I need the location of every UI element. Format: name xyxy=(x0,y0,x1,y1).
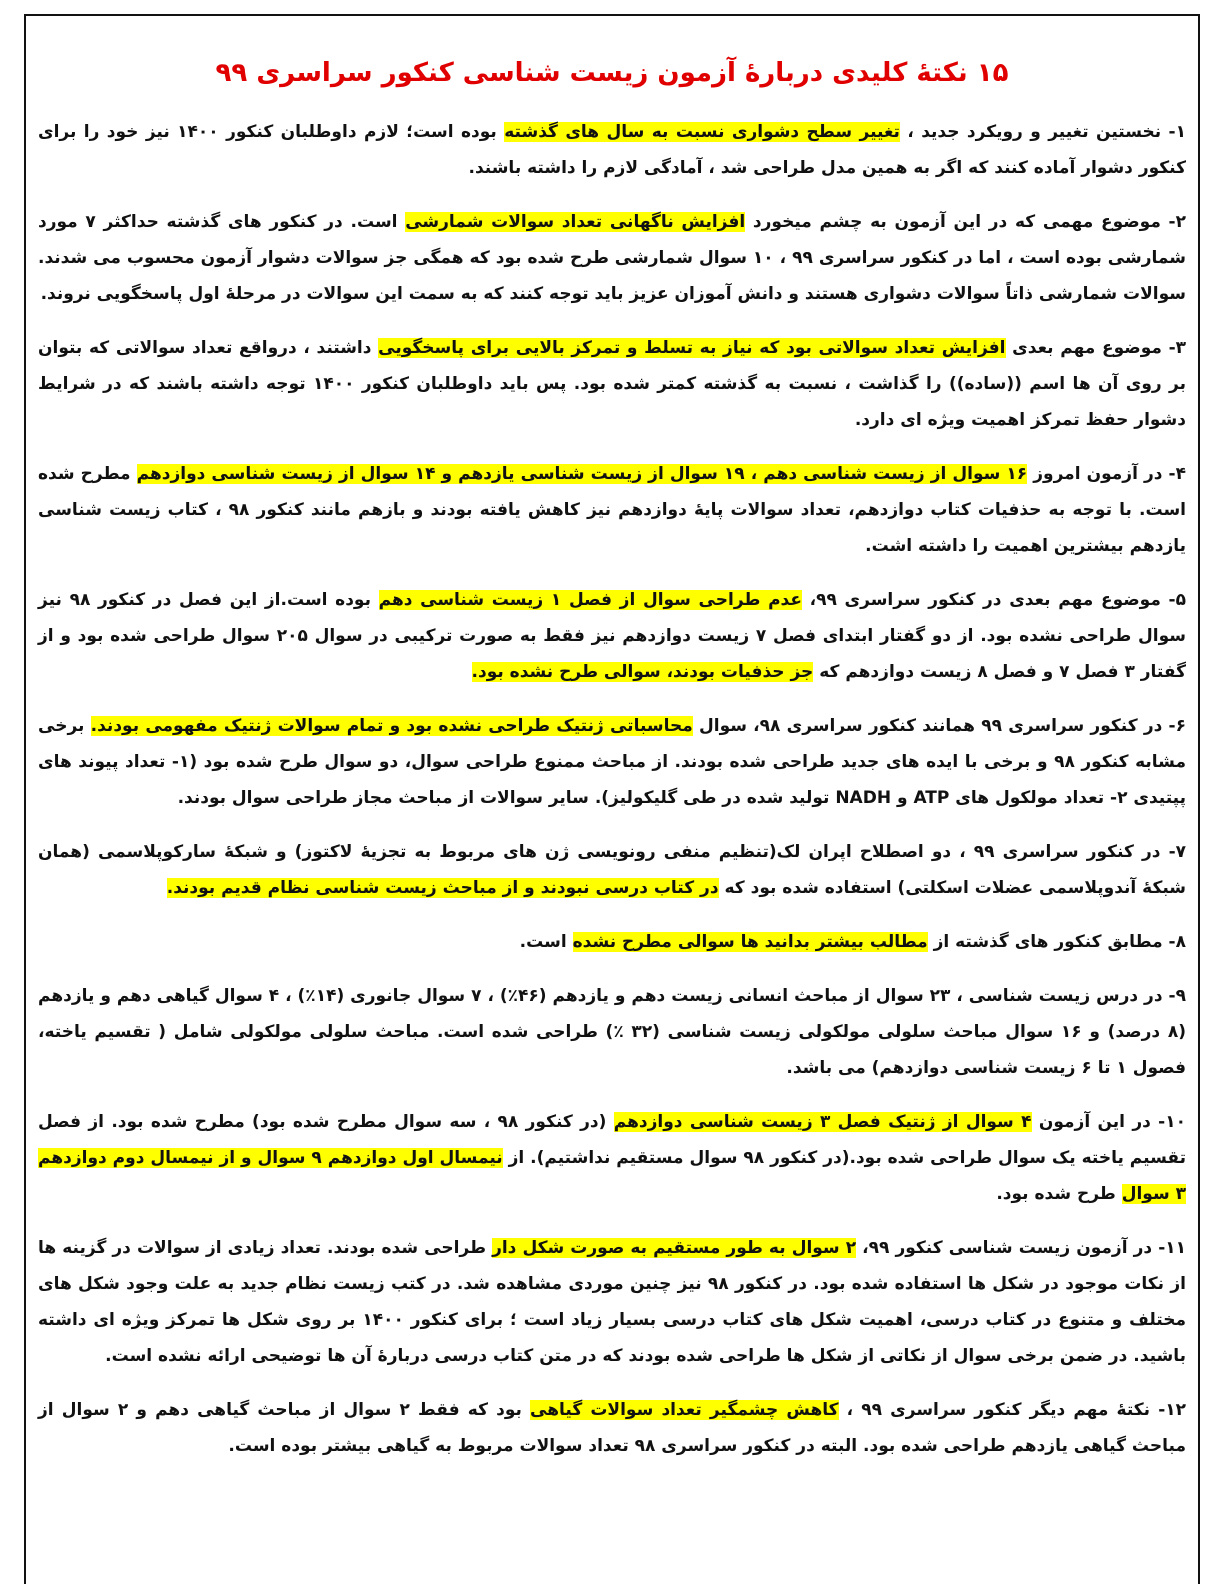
paragraph-text: است. xyxy=(519,932,573,952)
highlighted-text: افزایش ناگهانی تعداد سوالات شمارشی xyxy=(405,212,746,232)
highlighted-text: در کتاب درسی نبودند و از مباحث زیست شناسی نظام قدیم بودند. xyxy=(166,878,719,898)
highlighted-text: افزایش تعداد سوالاتی بود که نیاز به تسلط و تمرکز بالایی برای پاسخگویی xyxy=(378,338,1006,358)
highlighted-text: کاهش چشمگیر تعداد سوالات گیاهی xyxy=(530,1400,839,1420)
highlighted-text: ۲ سوال به طور مستقیم به صورت شکل دار xyxy=(492,1238,857,1258)
paragraph-text: ۱۱- در آزمون زیست شناسی کنکور ۹۹، xyxy=(856,1238,1187,1258)
paragraph-text: است. در کنکور های گذشته حداکثر ۷ مورد شمارشی بوده است ، اما در کنکور سراسری ۹۹ ، ۱۰ سوال شمارشی طرح شده بود که همگی جز سوالات دشوار آزمون محسوب می شدند. سوالات شمارشی ذاتاً سوالات دشواری هستند و دانش آموزان عزیز باید توجه کنند که به سمت این سوالات در مرحلهٔ اول پاسخگویی نروند. xyxy=(38,212,1186,304)
paragraph-text: مطرح شده است. با توجه به حذفیات کتاب دوازدهم، تعداد سوالات پایهٔ دوازدهم نیز کاهش یافته بودند و بازهم مانند کنکور ۹۸ ، کتاب زیست شناسی یازدهم بیشترین اهمیت را داشته اشت. xyxy=(38,464,1186,556)
paragraph-1 xyxy=(38,114,1186,186)
paragraph-text: ۹- در درس زیست شناسی ، ۲۳ سوال از مباحث انسانی زیست دهم و یازدهم (۴۶٪) ، ۷ سوال جانوری (۱۴٪) ، ۴ سوال گیاهی دهم و یازدهم (۸ درصد) و ۱۶ سوال مباحث سلولی مولکولی زیست شناسی (۳۲ ٪) طراحی شده است. مباحث سلولی مولکولی شامل ( تقسیم یاخته، فصول ۱ تا ۶ زیست شناسی دوازدهم) می باشد. xyxy=(38,986,1186,1078)
document-body xyxy=(38,14,1186,1482)
paragraph-11 xyxy=(38,1230,1186,1374)
highlighted-text: ۱۶ سوال از زیست شناسی دهم ، ۱۹ سوال از زیست شناسی یازدهم و ۱۴ سوال از زیست شناسی دوازدهم xyxy=(136,464,1028,484)
paragraph-5 xyxy=(38,582,1186,690)
highlighted-text: عدم طراحی سوال از فصل ۱ زیست شناسی دهم xyxy=(378,590,802,610)
paragraph-2 xyxy=(38,204,1186,312)
paragraph-7 xyxy=(38,834,1186,906)
paragraph-text: داشتند ، درواقع تعداد سوالاتی که بتوان بر روی آن ها اسم ((ساده)) را گذاشت ، نسبت به گذشته کمتر شده بود. پس باید داوطلبان کنکور ۱۴۰۰ توجه داشته باشند که در شرایط دشوار حفظ تمرکز اهمیت ویژه ای دارد. xyxy=(38,338,1186,430)
paragraph-text: برخی مشابه کنکور ۹۸ و برخی با ایده های جدید طراحی شده بودند. از مباحث ممنوع طراحی سوال، دو سوال طرح شده بود (۱- تعداد پیوند های پپتیدی ۲- تعداد مولکول های ATP و NADH تولید شده در طی گلیکولیز). سایر سوالات از مباحث مجاز طراحی سوال بودند. xyxy=(38,716,1186,808)
paragraph-9 xyxy=(38,978,1186,1086)
highlighted-text: نیمسال اول دوازدهم ۹ سوال و از نیمسال دوم دوازدهم ۳ سوال xyxy=(38,1148,1186,1204)
highlighted-text: محاسباتی ژنتیک طراحی نشده بود و تمام سوالات ژنتیک مفهومی بودند. xyxy=(90,716,693,736)
paragraph-3 xyxy=(38,330,1186,438)
paragraph-6 xyxy=(38,708,1186,816)
paragraph-list xyxy=(38,114,1186,1464)
highlighted-text: جز حذفیات بودند، سوالی طرح نشده بود. xyxy=(471,662,814,682)
paragraph-text: ۳- موضوع مهم بعدی xyxy=(1005,338,1187,358)
paragraph-text: ۱۲- نکتهٔ مهم دیگر کنکور سراسری ۹۹ ، xyxy=(838,1400,1187,1420)
paragraph-text: ۲- موضوع مهمی که در این آزمون به چشم میخورد xyxy=(745,212,1187,232)
paragraph-text: ۷- در کنکور سراسری ۹۹ ، دو اصطلاح اپران لک(تنظیم منفی رونویسی ژن های مربوط به تجزیهٔ لاکتوز) و شبکهٔ سارکوپلاسمی (همان شبکهٔ آندوپلاسمی عضلات اسکلتی) استفاده شده بود که xyxy=(38,842,1187,898)
highlighted-text: مطالب بیشتر بدانید ها سوالی مطرح نشده xyxy=(572,932,928,952)
paragraph-12 xyxy=(38,1392,1186,1464)
paragraph-text: ۱۰- در این آزمون xyxy=(1031,1112,1186,1132)
document-title: ۱۵ نکتهٔ کلیدی دربارهٔ آزمون زیست شناسی کنکور سراسری ۹۹ xyxy=(215,58,1009,88)
paragraph-10 xyxy=(38,1104,1186,1212)
paragraph-4 xyxy=(38,456,1186,564)
highlighted-text: تغییر سطح دشواری نسبت به سال های گذشته xyxy=(504,122,900,142)
paragraph-text: ۶- در کنکور سراسری ۹۹ همانند کنکور سراسری ۹۸، سوال xyxy=(692,716,1187,736)
paragraph-text: ۸- مطابق کنکور های گذشته از xyxy=(927,932,1186,952)
paragraph-text: طرح شده بود. xyxy=(996,1184,1122,1204)
paragraph-text: بوده است.از این فصل در کنکور ۹۸ نیز سوال طراحی نشده بود. از دو گفتار ابتدای فصل ۷ زیست دوازدهم نیز فقط به صورت ترکیبی در سوال ۲۰۵ سوال طراحی شده بود و از گفتار ۳ فصل ۷ و فصل ۸ زیست دوازدهم که xyxy=(38,590,1186,682)
paragraph-text: طراحی شده بودند. تعداد زیادی از سوالات در گزینه ها از نکات موجود در شکل ها استفاده شده بود. در کنکور ۹۸ نیز چنین موردی مشاهده شد. در کتب زیست نظام جدید به علت وجود شکل های مختلف و متنوع در کتاب درسی، اهمیت شکل های کتاب درسی بسیار زیاد است ؛ برای کنکور ۱۴۰۰ بر روی شکل ها تمرکز ویژه ای داشته باشید. در ضمن برخی سوال از نکاتی از شکل ها طراحی شده بودند که در متن کتاب درسی دربارهٔ آن ها توضیحی ارائه نشده است. xyxy=(38,1238,1186,1366)
paragraph-text: بوده است؛ لازم داوطلبان کنکور ۱۴۰۰ نیز خود را برای کنکور دشوار آماده کنند که اگر به همین مدل طراحی شد ، آمادگی لازم را داشته باشند. xyxy=(38,122,1186,178)
paragraph-text: (در کنکور ۹۸ ، سه سوال مطرح شده بود) مطرح شده بود. از فصل تقسیم یاخته یک سوال طراحی شده بود.(در کنکور ۹۸ سوال مستقیم نداشتیم). از xyxy=(38,1112,1186,1168)
paragraph-text: بود که فقط ۲ سوال از مباحث گیاهی دهم و ۲ سوال از مباحث گیاهی یازدهم طراحی شده بود. البته در کنکور سراسری ۹۸ تعداد سوالات مربوط به گیاهی بیشتر بوده است. xyxy=(38,1400,1186,1456)
paragraph-text: ۵- موضوع مهم بعدی در کنکور سراسری ۹۹، xyxy=(801,590,1186,610)
paragraph-8 xyxy=(38,924,1186,960)
paragraph-text: ۱- نخستین تغییر و رویکرد جدید ، xyxy=(899,122,1187,142)
paragraph-text: ۴- در آزمون امروز xyxy=(1027,464,1186,484)
highlighted-text: ۴ سوال از ژنتیک فصل ۳ زیست شناسی دوازدهم xyxy=(613,1112,1032,1132)
